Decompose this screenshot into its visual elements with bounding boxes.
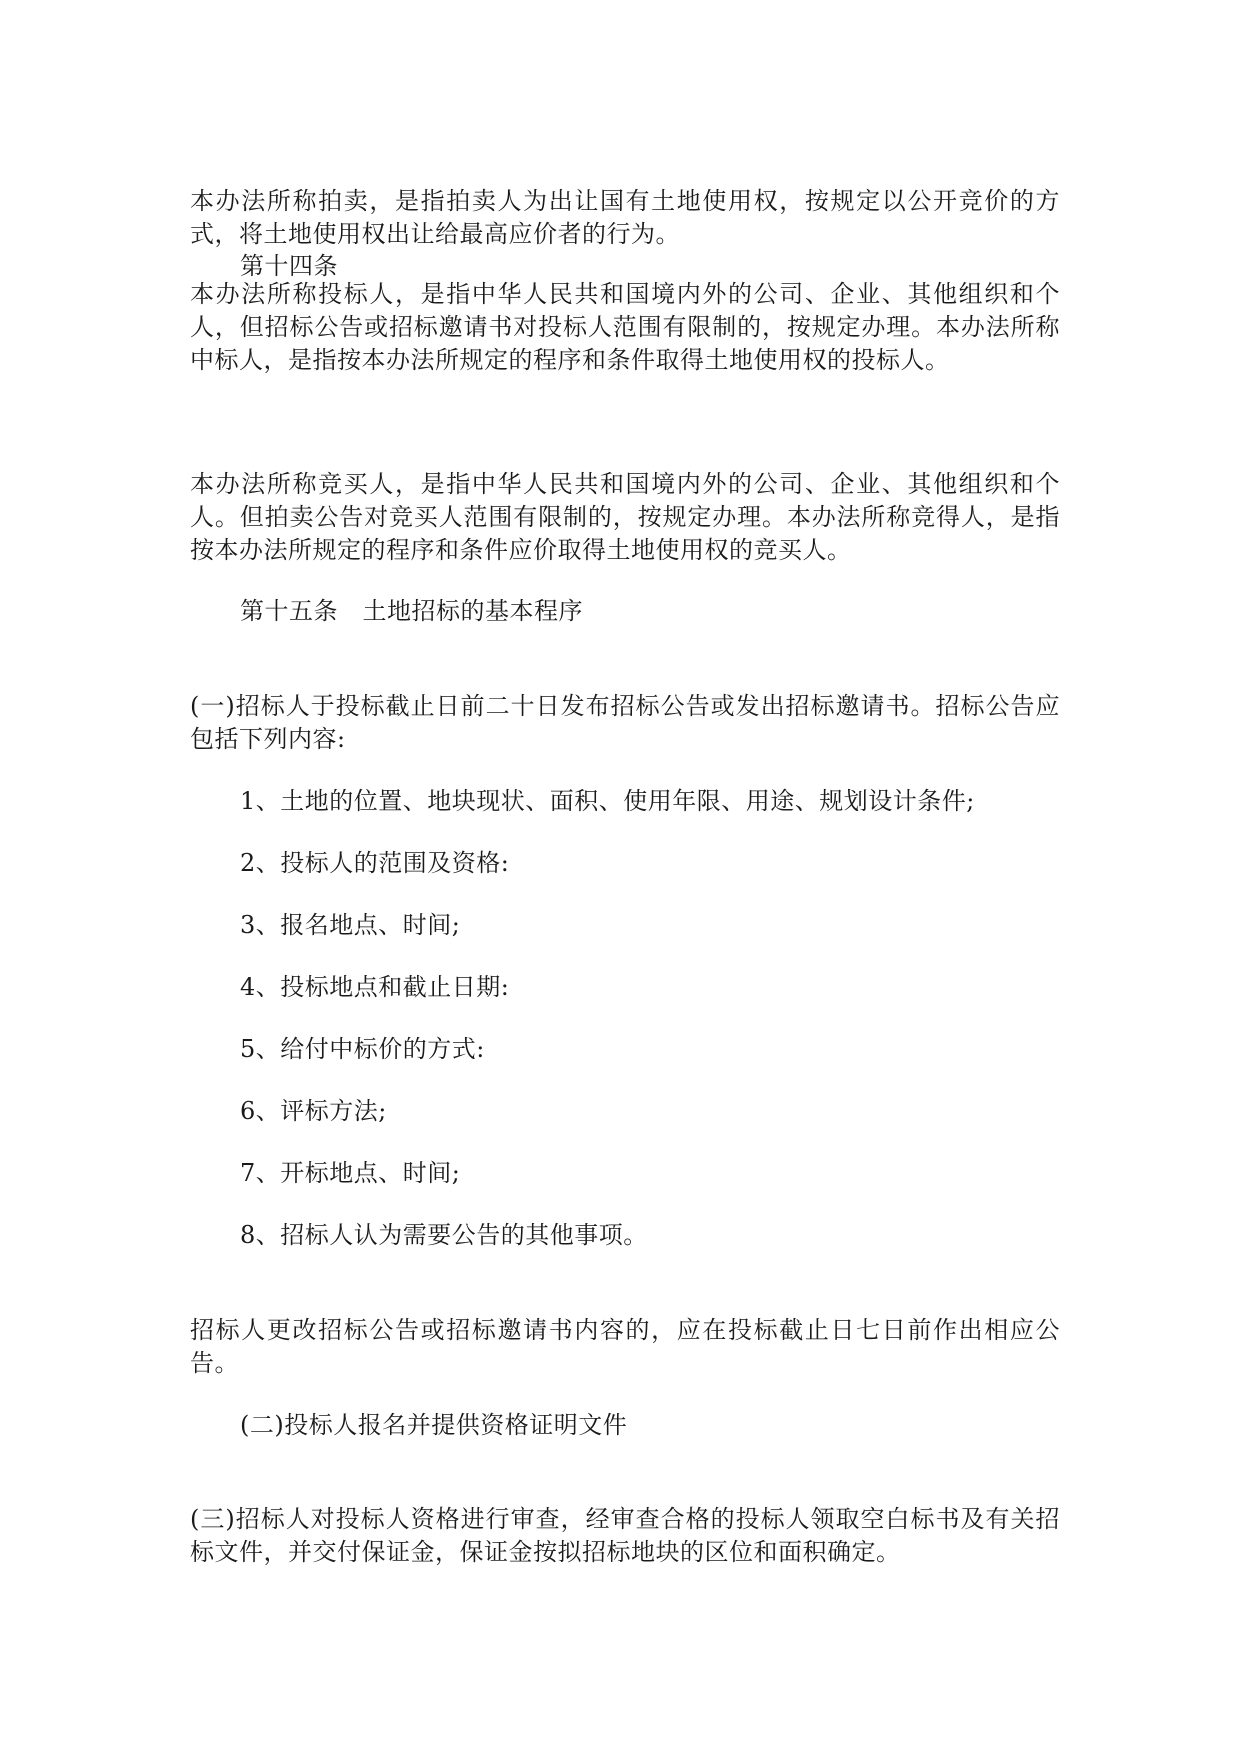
list-item-7: 7、开标地点、时间;: [240, 1159, 461, 1187]
article-14-heading: 第十四条: [240, 252, 338, 280]
paragraph-auction-definition: 本办法所称拍卖，是指拍卖人为出让国有土地使用权，按规定以公开竞价的方式，将土地使用权出让给最高应价者的行为。: [190, 187, 1060, 248]
paragraph-item-1-announcement: (一)招标人于投标截止日前二十日发布招标公告或发出招标邀请书。招标公告应包括下列内容:: [190, 692, 1060, 753]
paragraph-competitive-buyer-definition: 本办法所称竞买人，是指中华人民共和国境内外的公司、企业、其他组织和个人。但拍卖公告对竞买人范围有限制的，按规定办理。本办法所称竞得人，是指按本办法所规定的程序和条件应价取得土地使用权的竞买人。: [190, 470, 1060, 564]
list-item-2: 2、投标人的范围及资格:: [240, 849, 510, 877]
paragraph-bidder-definition: 本办法所称投标人，是指中华人民共和国境内外的公司、企业、其他组织和个人，但招标公告或招标邀请书对投标人范围有限制的，按规定办理。本办法所称中标人，是指按本办法所规定的程序和条件取得土地使用权的投标人。: [190, 280, 1060, 374]
article-15-heading: 第十五条 土地招标的基本程序: [240, 597, 583, 625]
list-item-5: 5、给付中标价的方式:: [240, 1035, 485, 1063]
list-item-1: 1、土地的位置、地块现状、面积、使用年限、用途、规划设计条件;: [240, 787, 975, 815]
list-item-6: 6、评标方法;: [240, 1097, 387, 1125]
list-item-8: 8、招标人认为需要公告的其他事项。: [240, 1221, 648, 1249]
list-item-3: 3、报名地点、时间;: [240, 911, 461, 939]
list-item-4: 4、投标地点和截止日期:: [240, 973, 510, 1001]
paragraph-item-3-review: (三)招标人对投标人资格进行审查，经审查合格的投标人领取空白标书及有关招标文件，并交付保证金，保证金按拟招标地块的区位和面积确定。: [190, 1505, 1060, 1566]
paragraph-announcement-change: 招标人更改招标公告或招标邀请书内容的，应在投标截止日七日前作出相应公告。: [190, 1316, 1060, 1377]
paragraph-item-2-registration: (二)投标人报名并提供资格证明文件: [240, 1411, 628, 1439]
